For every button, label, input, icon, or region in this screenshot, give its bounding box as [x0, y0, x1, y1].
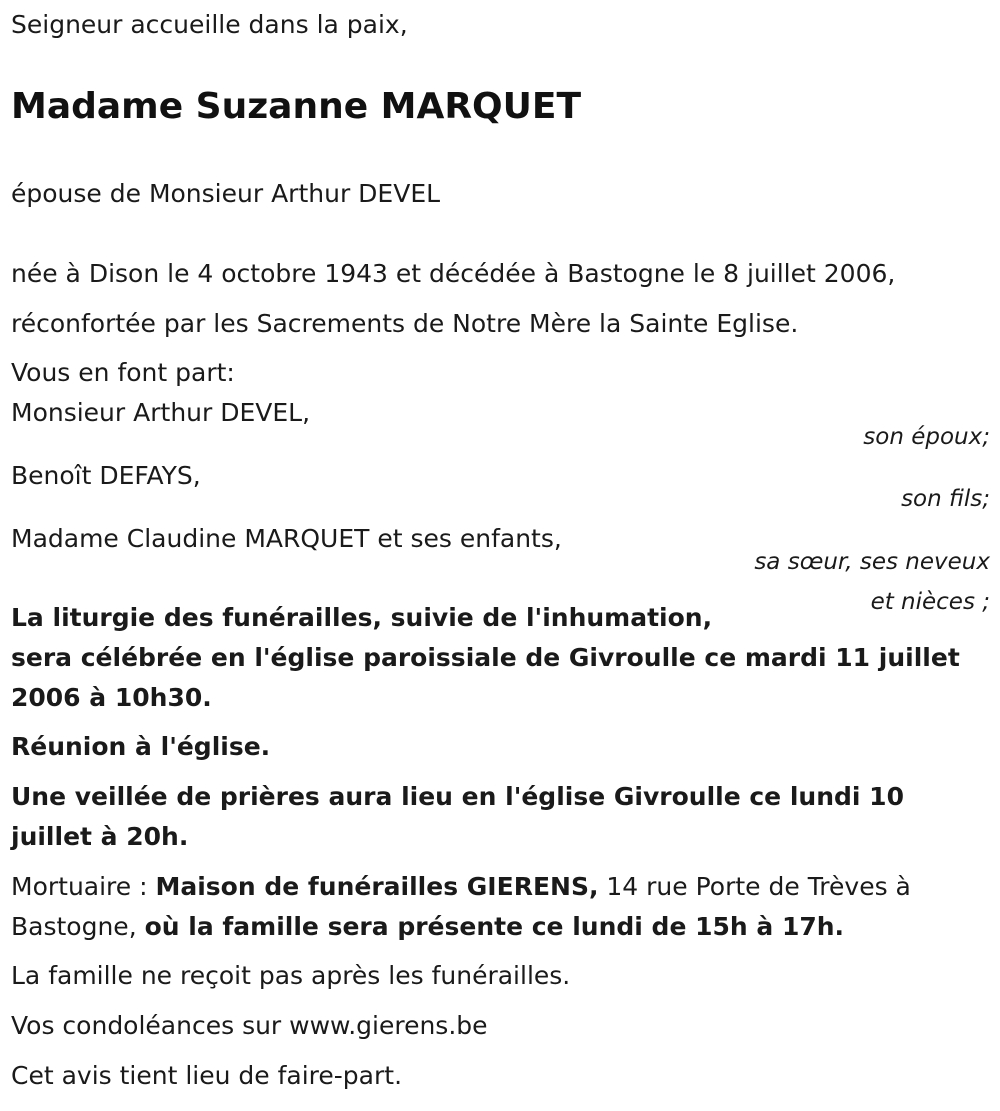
mortuary-label: Mortuaire :	[11, 872, 156, 901]
funeral-home-address: 14 rue Porte de Trèves à Bastogne,	[11, 872, 911, 941]
sacraments-line: réconfortée par les Sacrements de Notre Mère la Sainte Eglise.	[11, 309, 799, 338]
deceased-name: Madame Suzanne MARQUET	[11, 86, 582, 127]
family-member-relation: sa sœur, ses neveux	[754, 549, 990, 575]
funeral-line: sera célébrée en l'église paroissiale de Givroulle ce mardi 11 juillet	[11, 643, 960, 672]
condolences-line: Vos condoléances sur www.gierens.be	[11, 1011, 488, 1040]
vigil-paragraph: Une veillée de prières aura lieu en l'église Givroulle ce lundi 10 juillet à 20h.	[11, 782, 904, 851]
birth-death-line: née à Dison le 4 octobre 1943 et décédée à Bastogne le 8 juillet 2006,	[11, 259, 896, 288]
family-presence: où la famille sera présente ce lundi de 15h à 17h.	[144, 912, 845, 941]
family-member-name: Benoît DEFAYS,	[11, 461, 201, 490]
funeral-line: 2006 à 10h30.	[11, 683, 212, 712]
no-reception-line: La famille ne reçoit pas après les funérailles.	[11, 961, 571, 990]
notice-line: Cet avis tient lieu de faire-part.	[11, 1061, 403, 1090]
family-member-name: Madame Claudine MARQUET et ses enfants,	[11, 524, 562, 553]
funeral-home-name: Maison de funérailles GIERENS,	[155, 872, 599, 901]
announce-line: Vous en font part:	[11, 358, 235, 387]
spouse-line: épouse de Monsieur Arthur DEVEL	[11, 179, 441, 208]
family-member-relation: son fils;	[901, 486, 990, 512]
mortuary-paragraph	[11, 867, 986, 947]
intro-text: Seigneur accueille dans la paix,	[11, 10, 408, 39]
family-member-name: Monsieur Arthur DEVEL,	[11, 398, 311, 427]
family-member-relation: et nièces ;	[870, 589, 990, 615]
meeting-line: Réunion à l'église.	[11, 732, 271, 761]
family-member-relation: son époux;	[863, 424, 990, 450]
funeral-line: La liturgie des funérailles, suivie de l'inhumation,	[11, 603, 713, 632]
